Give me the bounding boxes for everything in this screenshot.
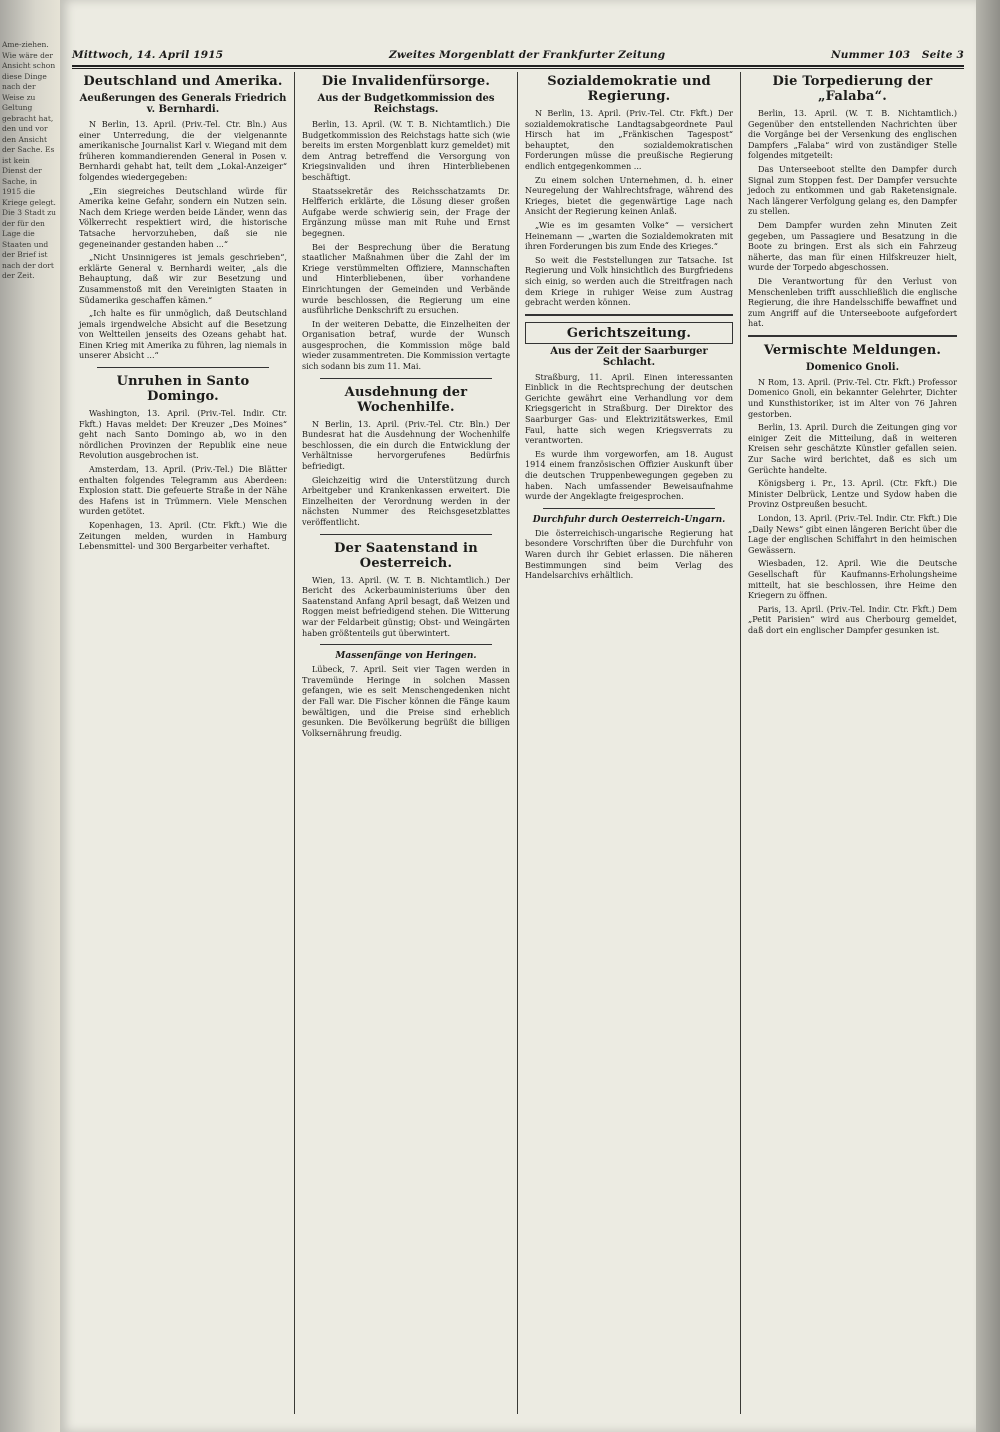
article-title: Vermischte Meldungen. [763, 342, 942, 358]
masthead-number [831, 49, 964, 61]
divider [525, 314, 733, 316]
paragraph: Lübeck, 7. April. Seit vier Tagen werden in Travemünde Heringe in solchen Massen gefangen, wie es seit Menschengedenken nicht der Fall war. Die Fischer können die Fänge kaum bewältigen, und die Preise sind erheblich gesunken. Die Bevölkerung begrüßt die billigen Volksernährung freudig. [302, 664, 510, 738]
masthead-edition: Zweites Morgenblatt der Frankfurter Zeitung [389, 49, 666, 61]
paragraph: Straßburg, 11. April. Einen interessanten Einblick in die Rechtsprechung der deutschen Gerichte gewährt eine Verhandlung vor dem Kriegsgericht in Straßburg. Der Direktor des Saarburger Gas- und Elektrizitätswerkes, Emil Faul, hatte sich wegen Kriegsverrats zu verantworten. [525, 371, 733, 446]
column-1 [72, 72, 295, 1414]
columns [72, 72, 964, 1414]
paragraph: Die österreichisch-ungarische Regierung hat besondere Vorschriften über die Durchfuhr von Waren durch ihr Gebiet erlassen. Die näheren Bestimmungen sind beim Verlag des Handelsarchivs erhältlich. [525, 527, 733, 581]
divider [748, 335, 957, 337]
paragraph: N Berlin, 13. April. (Priv.-Tel. Ctr. Bln.) Aus einer Unterredung, die der vielgenannte amerikanische Journalist Karl v. Wiegand mit dem früheren kommandierenden General in Posen v. Bernhardi gehabt hat, teilt dem „Lokal-Anzeiger“ folgendes wiedergegeben: [79, 119, 287, 182]
article-subtitle: Aeußerungen des Generals Friedrich v. Bernhardi. [79, 93, 287, 115]
paragraph: N Rom, 13. April. (Priv.-Tel. Ctr. Fkft.) Professor Domenico Gnoli, ein bekannter Gelehrter, Dichter und Kunsthistoriker, ist im Alter von 76 Jahren gestorben. [748, 376, 957, 419]
paragraph: Zu einem solchen Unternehmen, d. h. einer Neuregelung der Wahlrechtsfrage, während des Krieges, bietet die gegenwärtige Lage nach Ansicht der Regierung keinen Anlaß. [525, 174, 733, 217]
adjacent-page-text: Ame-ziehen. Wie wäre der Ansicht schon diese Dinge nach der Weise zu Geltung gebracht hat, den und vor den Ansicht der Sache. Es ist kein Dienst der Sache, in 1915 die Kriege gelegt. Die 3 Stadt zu der für den Lage die Staaten und der Brief ist nach der dort der Zeit. [2, 40, 56, 280]
article-title: Die Torpedierung der „Falaba“. [772, 74, 933, 104]
paragraph: Das Unterseeboot stellte den Dampfer durch Signal zum Stoppen fest. Der Dampfer versuchte jedoch zu entkommen und gab Raketensignale. Nach längerer Verfolgung gelang es, den Dampfer zu stellen. [748, 163, 957, 217]
adjacent-page-edge [0, 0, 60, 1432]
paragraph: Berlin, 13. April. (W. T. B. Nichtamtlich.) Gegenüber den entstellenden Nachrichten über die Vorgänge bei der Versenkung des englischen Dampfers „Falaba“ wird von zuständiger Stelle folgendes mitgeteilt: [748, 108, 957, 161]
page-number: Seite 3 [921, 49, 964, 61]
paragraph: Bei der Besprechung über die Beratung staatlicher Maßnahmen über die Zahl der im Kriege verstümmelten Offiziere, Mannschaften und Hinterbliebenen, über vorhandene Einrichtungen der Gemeinden und Verbände wurde beschlossen, die Regierung um eine ausführliche Denkschrift zu ersuchen. [302, 241, 510, 316]
masthead-date: Mittwoch, 14. April 1915 [72, 49, 224, 61]
issue-number: Nummer 103 [831, 49, 911, 61]
paragraph: Wien, 13. April. (W. T. B. Nichtamtlich.) Der Bericht des Ackerbauministeriums über den Saatenstand Anfang April besagt, daß Weizen und Roggen meist befriedigend stehen. Die Witterung war der Feldarbeit günstig; Obst- und Weingärten haben größtenteils gut überwintert. [302, 574, 510, 638]
article-title: Massenfänge von Heringen. [335, 651, 477, 662]
paragraph: Paris, 13. April. (Priv.-Tel. Indir. Ctr. Fkft.) Dem „Petit Parisien“ wird aus Cherbourg gemeldet, daß dort ein englischer Dampfer gesunken ist. [748, 603, 957, 635]
paragraph: London, 13. April. (Priv.-Tel. Indir. Ctr. Fkft.) Die „Daily News“ gibt einen längeren Bericht über die Lage der englischen Schiffahrt in den heimischen Gewässern. [748, 513, 957, 555]
paragraph: Königsberg i. Pr., 13. April. (Ctr. Fkft.) Die Minister Delbrück, Lentze und Sydow haben die Provinz Ostpreußen besucht. [748, 478, 957, 510]
divider [97, 367, 269, 368]
paragraph: Staatssekretär des Reichsschatzamts Dr. Helfferich erklärte, die Lösung dieser großen Aufgabe werde schwierig sein, der Frage der Ergänzung müsse man mit Ruhe und Ernst begegnen. [302, 185, 510, 238]
newspaper-page [60, 0, 976, 1432]
paragraph: So weit die Feststellungen zur Tatsache. Ist Regierung und Volk hinsichtlich des Burgfriedens sich einig, so werden auch die Streitfragen nach dem Kriege in ruhiger Weise zum Austrag gebracht werden können. [525, 254, 733, 308]
divider [543, 508, 715, 509]
column-4 [741, 72, 964, 1414]
article-title: Gerichtszeitung. [566, 325, 692, 341]
paragraph: Gleichzeitig wird die Unterstützung durch Arbeitgeber und Krankenkassen erweitert. Die Einzelheiten der Verordnung werden in der nächsten Nummer des Reichsgesetzblattes veröffentlicht. [302, 474, 510, 527]
article-subtitle: Aus der Budgetkommission des Reichstags. [317, 93, 495, 115]
masthead-rule [72, 65, 964, 69]
paragraph: Washington, 13. April. (Priv.-Tel. Indir. Ctr. Fkft.) Havas meldet: Der Kreuzer „Des Moines“ geht nach Santo Domingo ab, wo in den nördlichen Provinzen der Republik eine neue Revolution ausgebrochen ist. [79, 408, 287, 461]
paragraph: Wiesbaden, 12. April. Wie die Deutsche Gesellschaft für Kaufmanns-Erholungsheime mitteilt, hat sie beschlossen, ihre Heime den Kriegern zu öffnen. [748, 558, 957, 601]
section-header [525, 322, 733, 344]
article-title: Die Invalidenfürsorge. [321, 74, 491, 89]
article-title: Deutschland und Amerika. [83, 74, 283, 89]
paragraph: Berlin, 13. April. Durch die Zeitungen ging vor einiger Zeit die Mitteilung, daß in weiteren Kreisen sehr geschätzte Künstler gefallen seien. Zur Sache wird berichtet, daß es sich um Gerüchte handelte. [748, 422, 957, 475]
article-subtitle: Domenico Gnoli. [805, 361, 900, 373]
paragraph: „Wie es im gesamten Volke“ — versichert Heinemann — „warten die Sozialdemokraten mit ihren Forderungen bis zum Ende des Krieges.“ [525, 219, 733, 252]
article-title: Unruhen in Santo Domingo. [116, 374, 250, 405]
article-subtitle: Aus der Zeit der Saarburger Schlacht. [550, 345, 708, 368]
article-title: Der Saatenstand in Oesterreich. [334, 540, 478, 571]
paragraph: In der weiteren Debatte, die Einzelheiten der Organisation betraf, wurde der Wunsch ausgesprochen, die Kommission möge bald wieder zusammentreten. Die Kommission vertagte sich sodann bis zum 11. Mai. [302, 318, 511, 372]
paragraph: Kopenhagen, 13. April. (Ctr. Fkft.) Wie die Zeitungen melden, wurden in Hamburg Lebensmittel- und 300 Bergarbeiter verhaftet. [79, 520, 287, 552]
column-3 [518, 72, 741, 1414]
paragraph: N Berlin, 13. April. (Priv.-Tel. Ctr. Bln.) Der Bundesrat hat die Ausdehnung der Wochenhilfe beschlossen, die ein durch die Entwicklung der Verhältnisse hervorgerufenes Bedürfnis befriedigt. [302, 418, 510, 472]
page-binding-shadow [976, 0, 1000, 1432]
paragraph: Die Verantwortung für den Verlust von Menschenleben trifft ausschließlich die englische Regierung, die ihre Handelsschiffe bewaffnet und zum Angriff auf die Unterseeboote aufgefordert hat. [748, 275, 957, 329]
masthead [72, 46, 964, 64]
article-title: Sozialdemokratie und Regierung. [547, 74, 711, 104]
column-2 [295, 72, 518, 1414]
paragraph: „Ein siegreiches Deutschland würde für Amerika keine Gefahr, sondern ein Nutzen sein. Nach dem Kriege werden beide Länder, wenn das Völkerrecht respektiert wird, die historische Tatsache hervorzuheben, daß sie nie gegeneinander gestanden haben ...“ [79, 185, 287, 249]
paragraph: Dem Dampfer wurden zehn Minuten Zeit gegeben, um Passagiere und Besatzung in die Boote zu bringen. Erst als sich ein Fahrzeug näherte, das man für einen Hilfskreuzer hielt, wurde der Torpedo abgeschossen. [748, 219, 957, 273]
paragraph: Es wurde ihm vorgeworfen, am 18. August 1914 einem französischen Offizier Auskunft über die deutschen Truppenbewegungen gegeben zu haben. Nach umfassender Beweisaufnahme wurde der Angeklagte freigesprochen. [525, 448, 733, 502]
paragraph: „Ich halte es für unmöglich, daß Deutschland jemals irgendwelche Absicht auf die Besetzung von Weltteilen jenseits des Ozeans gehabt hat. Einen Krieg mit Amerika zu führen, lag niemals in unserer Absicht ...“ [79, 308, 287, 361]
divider [320, 644, 492, 645]
divider [320, 534, 492, 535]
divider [320, 378, 492, 379]
paragraph: Berlin, 13. April. (W. T. B. Nichtamtlich.) Die Budgetkommission des Reichstags hatte sich (wie bereits im ersten Morgenblatt kurz gemeldet) mit dem Antrag betreffend die Versorgung von Kriegsinvaliden und ihren Hinterbliebenen beschäftigt. [302, 119, 510, 182]
paragraph: „Nicht Unsinnigeres ist jemals geschrieben“, erklärte General v. Bernhardi weiter, „als die Behauptung, daß wir zur Besetzung und Zusammenstoß mit den Vereinigten Staaten in Südamerika geschaffen kämen.“ [79, 252, 287, 305]
paragraph: N Berlin, 13. April. (Priv.-Tel. Ctr. Fkft.) Der sozialdemokratische Landtagsabgeordnete Paul Hirsch hat im „Fränkischen Tagespost“ behauptet, den sozialdemokratischen Forderungen müsse die preußische Regierung endlich entgegenkommen ... [525, 108, 733, 171]
article-title: Ausdehnung der Wochenhilfe. [344, 384, 468, 415]
article-title: Durchfuhr durch Oesterreich-Ungarn. [532, 514, 726, 525]
paragraph: Amsterdam, 13. April. (Priv.-Tel.) Die Blätter enthalten folgendes Telegramm aus Aberdeen: Explosion statt. Die gefeuerte Straße in der Nähe des Hafens ist in Trümmern. Viele Menschen wurden getötet. [79, 464, 287, 517]
